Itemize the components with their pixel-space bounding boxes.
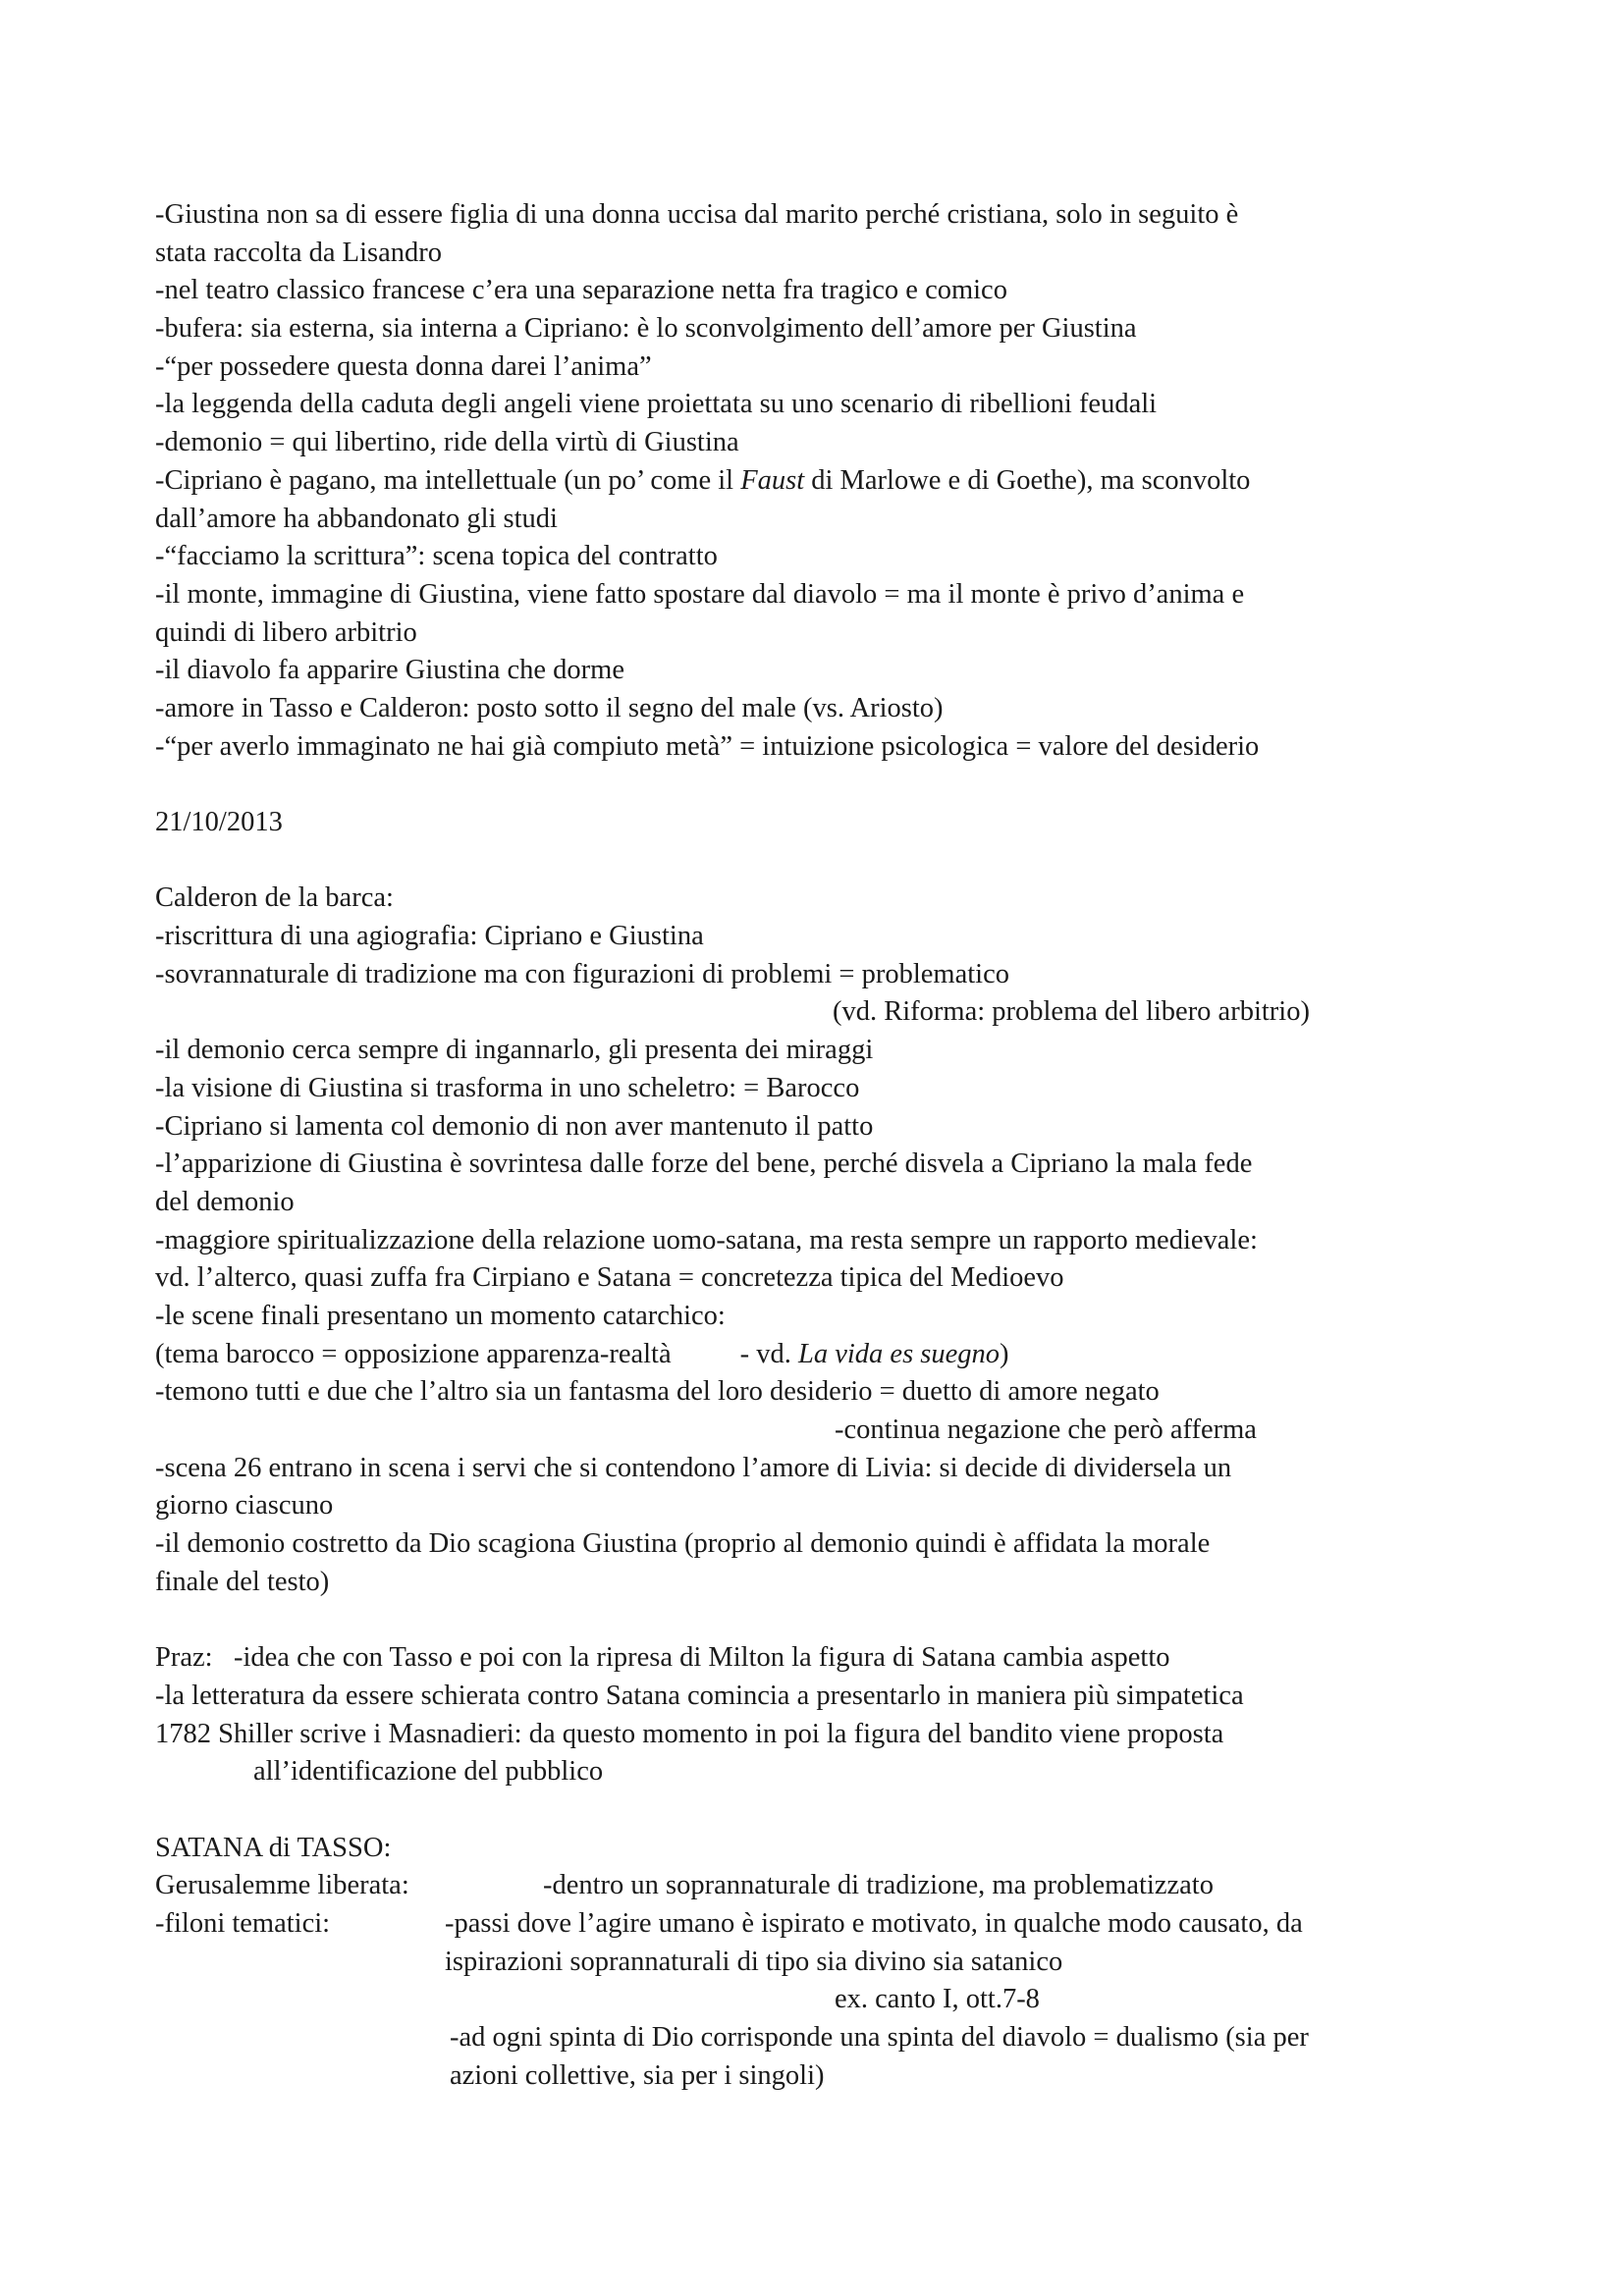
- note-line: -temono tutti e due che l’altro sia un fantasma del loro desiderio = duetto di amore negato: [155, 1376, 1160, 1408]
- note-line: -il monte, immagine di Giustina, viene fatto spostare dal diavolo = ma il monte è privo d’anima e: [155, 578, 1245, 610]
- note-line: -Giustina non sa di essere figlia di una donna uccisa dal marito perché cristiana, solo in seguito è: [155, 199, 1239, 230]
- note-line-faust: [155, 462, 1471, 501]
- barocco-pre: (tema barocco = opposizione apparenza-realtà: [155, 1338, 672, 1369]
- note-line: -amore in Tasso e Calderon: posto sotto il segno del male (vs. Ariosto): [155, 692, 944, 723]
- note-line: -bufera: sia esterna, sia interna a Cipriano: è lo sconvolgimento dell’amore per Giustina: [155, 313, 1137, 345]
- note-line: finale del testo): [155, 1566, 330, 1597]
- date-heading: 21/10/2013: [155, 807, 283, 837]
- note-line: -il demonio costretto da Dio scagiona Giustina (proprio al demonio quindi è affidata la morale: [155, 1528, 1211, 1560]
- note-line: quindi di libero arbitrio: [155, 616, 417, 648]
- note-line: -nel teatro classico francese c’era una separazione netta fra tragico e comico: [155, 275, 1007, 306]
- note-line: -Cipriano si lamenta col demonio di non aver mantenuto il patto: [155, 1110, 874, 1142]
- indented-line: all’identificazione del pubblico: [253, 1756, 604, 1788]
- ger-label: Gerusalemme liberata:: [155, 1870, 409, 1901]
- barocco-mid: - vd.: [739, 1338, 798, 1369]
- spacer: [155, 842, 1471, 881]
- note-line: -“facciamo la scrittura”: scena topica del contratto: [155, 541, 718, 572]
- note-line: -scena 26 entrano in scena i servi che si contendono l’amore di Livia: si decide di dividersela un: [155, 1452, 1232, 1483]
- note-line: del demonio: [155, 1186, 295, 1217]
- note-line: -“per possedere questa donna darei l’anima”: [155, 350, 652, 382]
- faust-title: Faust: [740, 464, 805, 496]
- note-line: vd. l’alterco, quasi zuffa fra Cirpiano e Satana = concretezza tipica del Medioevo: [155, 1262, 1064, 1294]
- barocco-post: ): [1000, 1338, 1009, 1369]
- praz-label: Praz:: [155, 1642, 213, 1674]
- note-line: -la letteratura da essere schierata contro Satana comincia a presentarlo in maniera più simpatetica: [155, 1680, 1244, 1711]
- note-line: 1782 Shiller scrive i Masnadieri: da questo momento in poi la figura del bandito viene proposta: [155, 1718, 1224, 1749]
- note-line: dall’amore ha abbandonato gli studi: [155, 503, 558, 534]
- note-line: -la leggenda della caduta degli angeli viene proiettata su uno scenario di ribellioni feudali: [155, 389, 1158, 420]
- note-line: -riscrittura di una agiografia: Cipriano e Giustina: [155, 921, 704, 952]
- ger-line: [155, 1867, 1471, 1905]
- note-line: -“per averlo immaginato ne hai già compiuto metà” = intuizione psicologica = valore del desiderio: [155, 730, 1260, 762]
- indented-note: (vd. Riforma: problema del libero arbitrio): [833, 996, 1310, 1028]
- note-line: -sovrannaturale di tradizione ma con figurazioni di problemi = problematico: [155, 958, 1009, 989]
- note-line: -il demonio cerca sempre di ingannarlo, gli presenta dei miraggi: [155, 1035, 874, 1066]
- column-line: azioni collettive, sia per i singoli): [450, 2059, 825, 2091]
- spacer: [155, 1791, 1471, 1830]
- ger-text: -dentro un soprannaturale di tradizione, ma problematizzato: [543, 1870, 1214, 1901]
- spacer: [155, 766, 1471, 804]
- indented-note: -continua negazione che però afferma: [835, 1415, 1257, 1445]
- notes-body: [155, 196, 1471, 2095]
- column-line: -ad ogni spinta di Dio corrisponde una spinta del diavolo = dualismo (sia per: [450, 2022, 1309, 2053]
- note-line: -la visione di Giustina si trasforma in uno scheletro: = Barocco: [155, 1072, 860, 1103]
- note-line: -le scene finali presentano un momento catarchico:: [155, 1300, 726, 1331]
- reference-line: ex. canto I, ott.7-8: [835, 1984, 1040, 2015]
- filoni-text: -passi dove l’agire umano è ispirato e motivato, in qualche modo causato, da: [445, 1907, 1303, 1939]
- barocco-title: La vida es suegno: [798, 1338, 1001, 1369]
- note-line: -l’apparizione di Giustina è sovrintesa dalle forze del bene, perché disvela a Cipriano la mala fede: [155, 1148, 1253, 1180]
- note-line: -il diavolo fa apparire Giustina che dorme: [155, 655, 624, 686]
- note-line: -maggiore spiritualizzazione della relazione uomo-satana, ma resta sempre un rapporto medievale:: [155, 1224, 1258, 1255]
- filoni-line: [155, 1905, 1471, 1944]
- section-title: SATANA di TASSO:: [155, 1832, 392, 1863]
- note-line: stata raccolta da Lisandro: [155, 237, 442, 268]
- note-line: giorno ciascuno: [155, 1490, 334, 1522]
- faust-post: di Marlowe e di Goethe), ma sconvolto: [804, 464, 1251, 496]
- praz-line: [155, 1639, 1471, 1678]
- praz-text: -idea che con Tasso e poi con la ripresa di Milton la figura di Satana cambia aspetto: [234, 1642, 1170, 1674]
- faust-pre: -Cipriano è pagano, ma intellettuale (un po’ come il: [155, 464, 741, 496]
- spacer: [155, 1601, 1471, 1639]
- filoni-label: -filoni tematici:: [155, 1907, 331, 1939]
- note-line-barocco: [155, 1336, 1471, 1374]
- column-line: ispirazioni soprannaturali di tipo sia divino sia satanico: [445, 1946, 1063, 1977]
- note-line: Calderon de la barca:: [155, 882, 394, 914]
- note-line: -demonio = qui libertino, ride della virtù di Giustina: [155, 427, 739, 458]
